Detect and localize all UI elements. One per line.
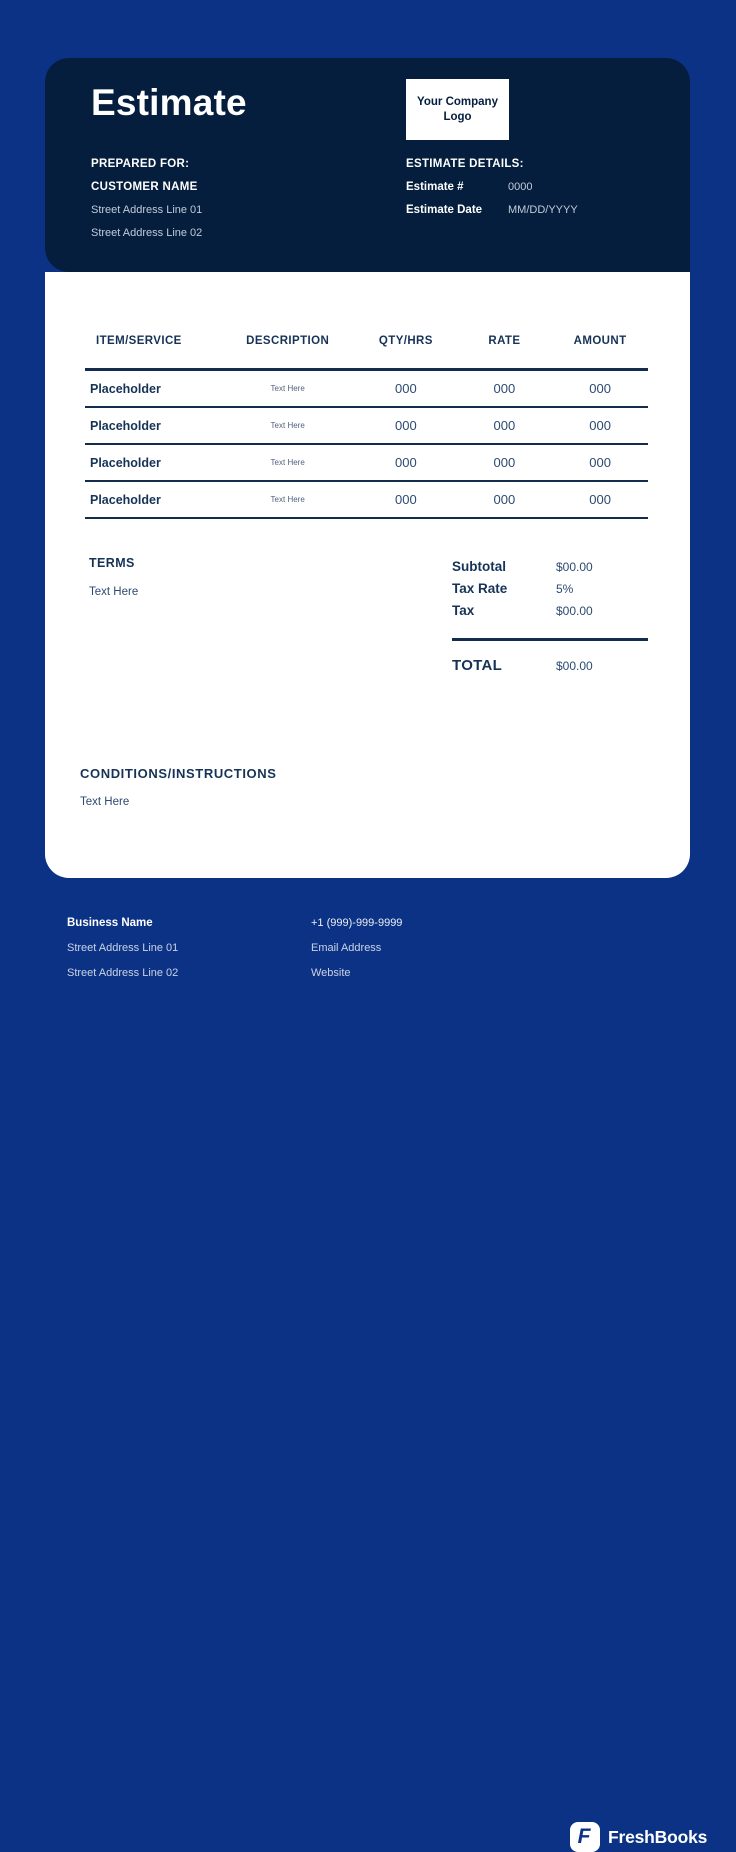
conditions-text: Text Here <box>80 796 130 808</box>
tax-value: $00.00 <box>556 604 593 618</box>
estimate-date-label: Estimate Date <box>406 204 483 216</box>
freshbooks-brand-name: FreshBooks <box>608 1826 708 1847</box>
business-phone: +1 (999)-999-9999 <box>311 917 403 929</box>
item-amount: 000 <box>589 381 611 396</box>
col-header-qty-hrs: QTY/HRS <box>378 335 433 347</box>
tax-row <box>452 600 648 622</box>
table-row <box>85 408 648 445</box>
item-qty: 000 <box>395 381 417 396</box>
estimate-body-card <box>45 272 690 878</box>
business-email: Email Address <box>311 942 382 954</box>
line-items-table <box>85 335 648 519</box>
item-description: Text Here <box>270 458 305 467</box>
estimate-date-row <box>406 199 578 222</box>
summary-section <box>89 556 648 679</box>
estimate-number-row <box>406 176 578 199</box>
item-amount: 000 <box>589 418 611 433</box>
col-header-description: DESCRIPTION <box>246 335 330 347</box>
item-qty: 000 <box>395 492 417 507</box>
document-title: Estimate <box>91 82 247 123</box>
customer-name: CUSTOMER NAME <box>91 181 198 193</box>
table-header-row <box>85 335 648 368</box>
prepared-for-heading: PREPARED FOR: <box>91 158 190 170</box>
item-amount: 000 <box>589 455 611 470</box>
terms-heading: TERMS <box>89 556 135 570</box>
total-row <box>452 653 648 679</box>
item-qty: 000 <box>395 455 417 470</box>
table-row <box>85 371 648 408</box>
total-label: TOTAL <box>452 657 503 674</box>
company-logo-placeholder <box>406 79 509 140</box>
col-header-item-service: ITEM/SERVICE <box>96 335 182 347</box>
subtotal-value: $00.00 <box>556 560 593 574</box>
tax-rate-row <box>452 578 648 600</box>
item-amount: 000 <box>589 492 611 507</box>
table-rows <box>85 368 648 519</box>
freshbooks-brand <box>570 1822 707 1852</box>
item-qty: 000 <box>395 418 417 433</box>
estimate-number-value: 0000 <box>508 181 533 193</box>
item-name: Placeholder <box>90 418 161 433</box>
estimate-date-value: MM/DD/YYYY <box>508 204 578 216</box>
estimate-number-label: Estimate # <box>406 181 464 193</box>
business-address-line2: Street Address Line 02 <box>67 967 179 979</box>
estimate-details-heading: ESTIMATE DETAILS: <box>406 158 524 170</box>
terms-text: Text Here <box>89 586 139 598</box>
tax-rate-label: Tax Rate <box>452 581 508 596</box>
freshbooks-logo-icon: F <box>570 1822 600 1852</box>
subtotal-label: Subtotal <box>452 559 506 574</box>
footer-business-block <box>67 911 178 986</box>
customer-address-line1: Street Address Line 01 <box>91 204 203 216</box>
table-row <box>85 445 648 482</box>
item-name: Placeholder <box>90 381 161 396</box>
business-address-line1: Street Address Line 01 <box>67 942 179 954</box>
item-rate: 000 <box>493 492 516 507</box>
tax-label: Tax <box>452 603 475 618</box>
total-value: $00.00 <box>556 659 593 673</box>
item-description: Text Here <box>270 495 305 504</box>
col-header-amount: AMOUNT <box>573 335 627 347</box>
totals-block <box>452 556 648 679</box>
item-rate: 000 <box>493 381 516 396</box>
table-row <box>85 482 648 519</box>
estimate-header-card <box>45 58 690 272</box>
item-rate: 000 <box>493 455 516 470</box>
footer-contact-block <box>311 911 402 986</box>
col-header-rate: RATE <box>488 335 521 347</box>
customer-address-line2: Street Address Line 02 <box>91 227 203 239</box>
totals-divider <box>452 638 648 641</box>
item-name: Placeholder <box>90 455 161 470</box>
page-footer <box>0 878 736 1848</box>
conditions-heading: CONDITIONS/INSTRUCTIONS <box>80 766 277 781</box>
business-website: Website <box>311 967 351 979</box>
company-logo-text: Your Company Logo <box>417 95 498 123</box>
subtotal-row <box>452 556 648 578</box>
item-description: Text Here <box>270 421 305 430</box>
prepared-for-block <box>91 153 202 245</box>
estimate-details-block <box>406 153 578 222</box>
terms-block <box>89 556 138 679</box>
item-description: Text Here <box>270 384 305 393</box>
item-rate: 000 <box>493 418 516 433</box>
conditions-block <box>80 766 277 808</box>
item-name: Placeholder <box>90 492 161 507</box>
tax-rate-value: 5% <box>556 582 574 596</box>
business-name: Business Name <box>67 917 153 929</box>
